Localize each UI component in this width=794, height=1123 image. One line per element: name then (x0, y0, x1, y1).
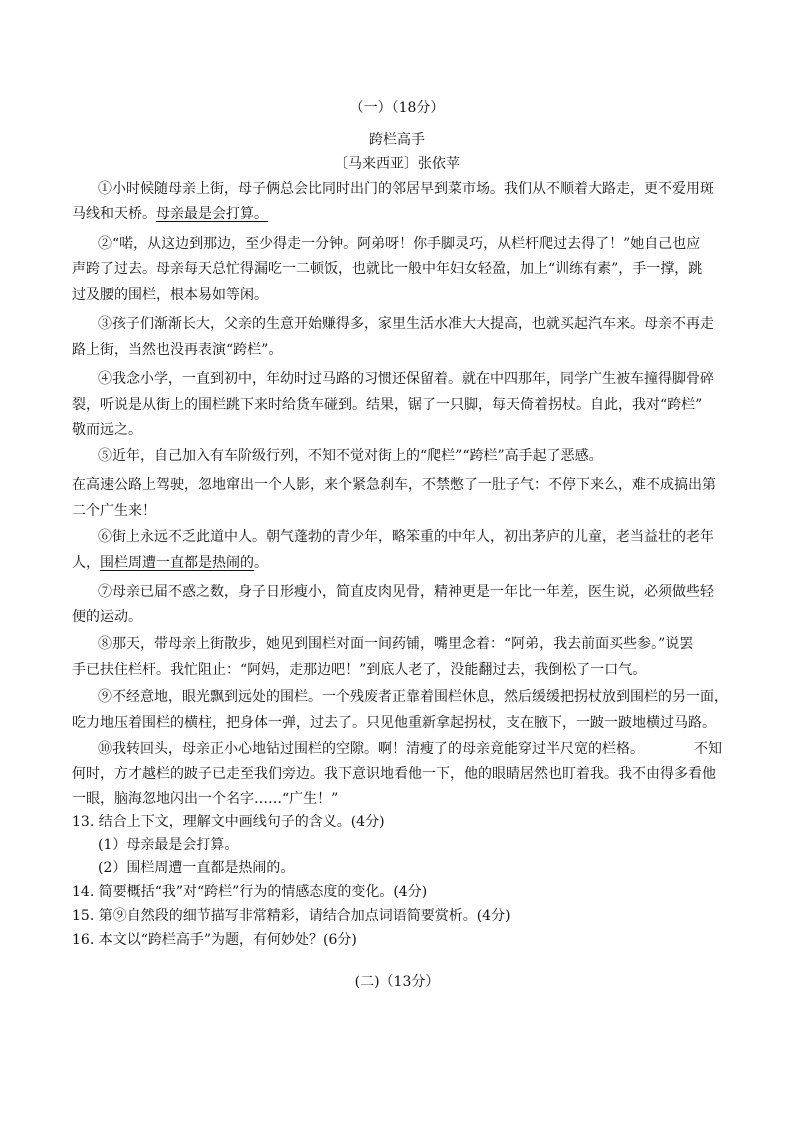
question-13-part-2: (2）围栏周遭一直都是热闹的。 (98, 860, 295, 876)
paragraph-2-line-1: ②“喏，从这边到那边，至少得走一分钟。阿弟呀！你手脚灵巧，从栏杆爬过去得了！”她自己也应 (98, 236, 701, 252)
paragraph-9-line-2: 吃力地压着围栏的横柱，把身体一弹，过去了。只见他重新拿起拐杖，支在腋下，一跛一跛地横过马路。 (72, 715, 716, 731)
question-14: 14. 简要概括“我”对“跨栏”行为的情感态度的变化。(4分) (72, 884, 428, 900)
paragraph-7-line-2: 便的运动。 (72, 609, 142, 625)
underlined-sentence-2: 围栏周遭一直都是热闹的 (100, 555, 254, 571)
question-13-part-1: (1）母亲最是会打算。 (98, 837, 239, 853)
paragraph-9-line-1: ⑨不经意地，眼光飘到远处的围栏。一个残废者正靠着围栏休息，然后缓缓把拐杖放到围栏的另一面， (98, 689, 728, 705)
underlined-sentence-1: 母亲最是会打算。 (156, 206, 268, 222)
paragraph-5-line-3: 二个广生来！ (72, 503, 156, 519)
paragraph-8-line-1: ⑧那天，带母亲上街散步，她见到围栏对面一间药铺，嘴里念着：“阿弟，我去前面买些参。”说罢 (98, 636, 694, 652)
paragraph-4-line-1: ④我念小学，一直到初中，年幼时过马路的习惯还保留着。就在中四那年，同学广生被车撞得脚骨碎 (98, 371, 714, 387)
paragraph-1-line-1: ①小时候随母亲上街，母子俩总会比同时出门的邻居早到菜市场。我们从不顺着大路走，更不爱用斑 (98, 181, 714, 197)
paragraph-4-line-2: 裂，听说是从街上的围栏跳下来时给货车碰到。结果，锯了一只脚，每天倚着拐杖。自此，我对“跨栏” (72, 397, 703, 413)
section-heading-1: （一）（18分） (349, 100, 445, 116)
paragraph-text: 人， (72, 555, 100, 571)
paragraph-6-line-2 (72, 554, 268, 572)
paragraph-text: 马线和天桥。 (72, 206, 156, 222)
paragraph-2-line-2: 声跨了过去。母亲每天总忙得漏吃一二顿饭，也就比一般中年妇女轻盈，加上“训练有素”，手一撑，跳 (72, 261, 703, 277)
question-13: 13. 结合上下文，理解文中画线句子的含义。(4分) (72, 814, 385, 830)
paragraph-8-line-2: 手已扶住栏杆。我忙阻止：“阿妈，走那边吧！”到底人老了，没能翻过去，我倒松了一口气。 (72, 662, 647, 678)
paragraph-10-line-2: 何时，方才越栏的跛子已走至我们旁边。我下意识地看他一下，他的眼睛居然也盯着我。我不由得多看他 (72, 766, 716, 782)
paragraph-6-line-1: ⑥街上永远不乏此道中人。朝气蓬勃的青少年，略笨重的中年人，初出茅庐的儿童，老当益壮的老年 (98, 529, 714, 545)
question-15: 15. 第⑨自然段的细节描写非常精彩，请结合加点词语简要赏析。(4分) (72, 908, 511, 924)
paragraph-5-line-2: 在高速公路上驾驶，忽地窜出一个人影，来个紧急刹车，不禁憋了一肚子气：不停下来么，难不成搞出第 (72, 477, 716, 493)
paragraph-10-line-1: ⑩我转回头，母亲正小心地钻过围栏的空隙。啊！清瘦了的母亲竟能穿过半尺宽的栏格。 (98, 741, 644, 757)
paragraph-text: 。 (254, 555, 268, 571)
paragraph-3-line-1: ③孩子们渐渐长大，父亲的生意开始赚得多，家里生活水准大大提高，也就买起汽车来。母亲不再走 (98, 316, 714, 332)
paragraph-3-line-2: 路上街，当然也没再表演“跨栏”。 (72, 342, 283, 358)
paragraph-7-line-1: ⑦母亲已届不惑之数，身子日形瘦小，简直皮肉见骨，精神更是一年比一年差，医生说，必须做些轻 (98, 584, 714, 600)
paragraph-5-line-1: ⑤近年，自己加入有车阶级行列，不知不觉对街上的“爬栏”“跨栏”高手起了恶感。 (98, 448, 603, 464)
paragraph-2-line-3: 过及腰的围栏，根本易如等闲。 (72, 287, 268, 303)
paragraph-10-line-3: 一眼，脑海忽地闪出一个名字……“广生！” (72, 791, 339, 807)
paragraph-4-line-3: 敬而远之。 (72, 422, 142, 438)
section-heading-2: (二)（13分） (354, 974, 440, 990)
paragraph-10-line-1-end: 不知 (694, 741, 722, 757)
paragraph-1-line-2 (72, 205, 268, 223)
article-title: 跨栏高手 (369, 132, 425, 148)
question-16: 16. 本文以“跨栏高手”为题，有何妙处？(6分) (72, 932, 357, 948)
article-author: 〔马来西亚〕张依苹 (334, 156, 460, 172)
